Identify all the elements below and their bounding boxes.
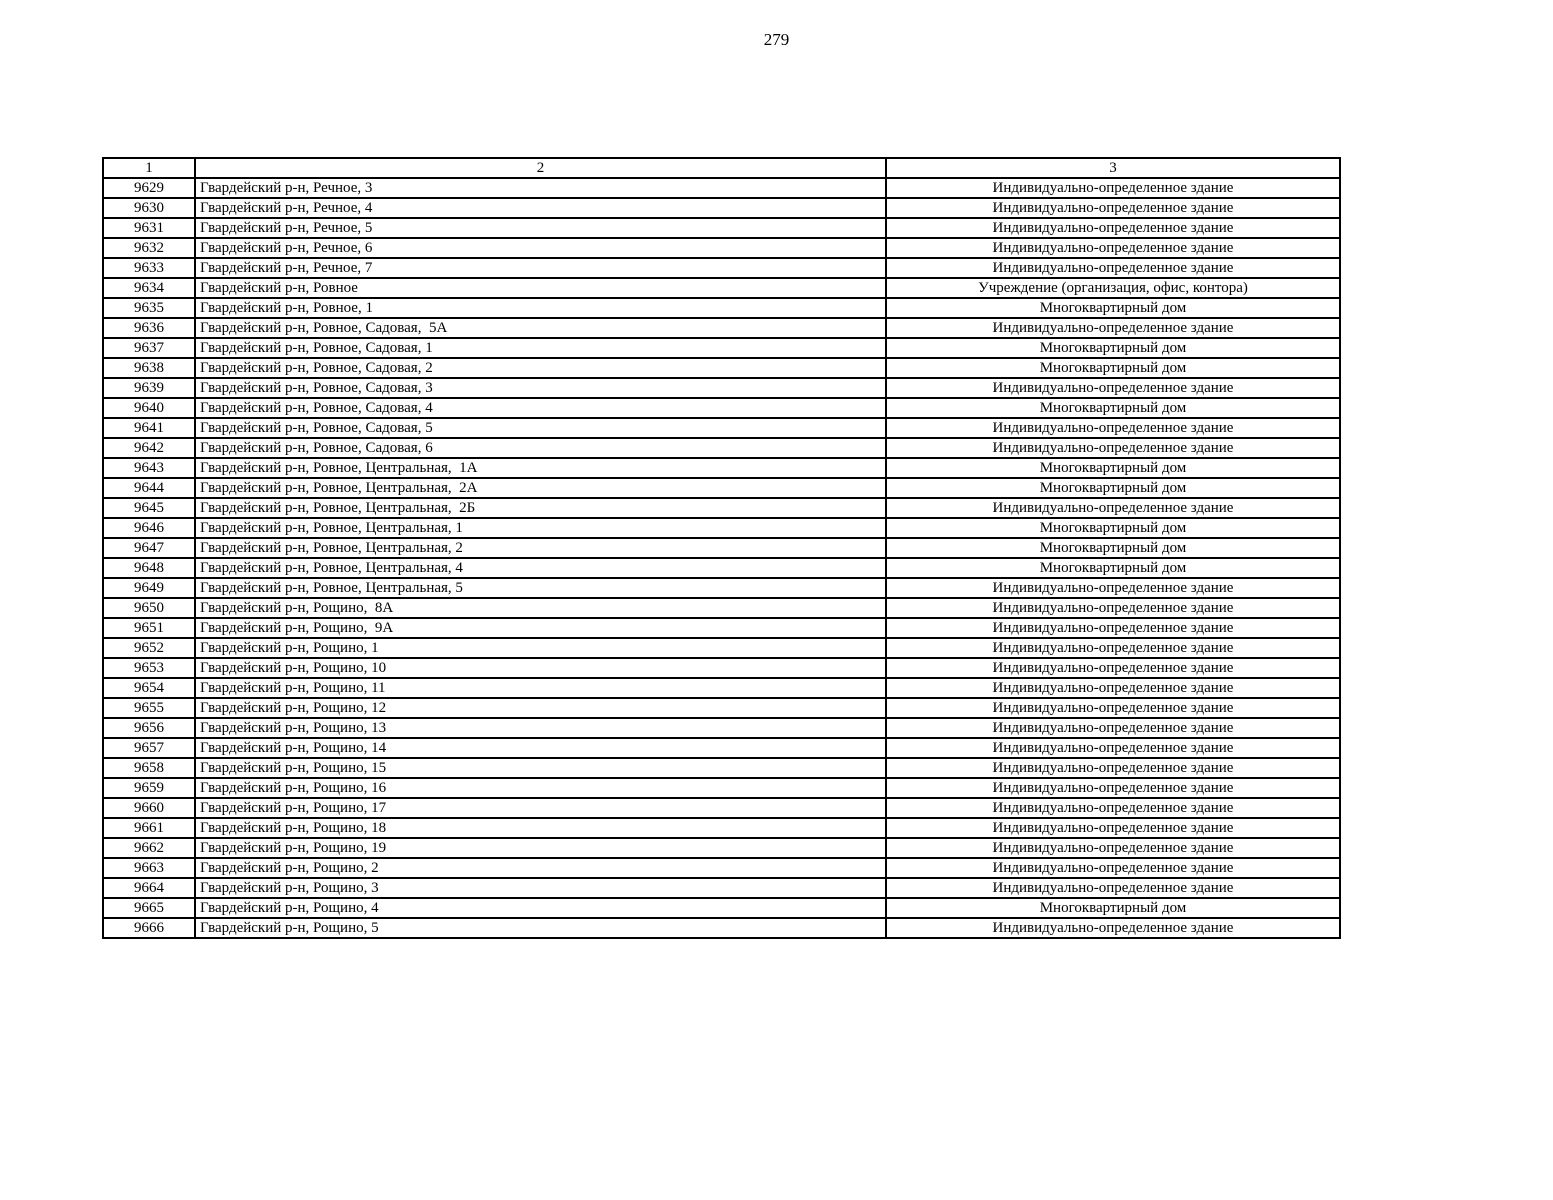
row-number-cell: 9657 xyxy=(103,738,195,758)
address-cell xyxy=(195,338,886,358)
address-text: Гвардейский р-н, Рощино, 10 xyxy=(200,659,387,676)
row-number-cell: 9666 xyxy=(103,918,195,938)
object-type-cell: Многоквартирный дом xyxy=(886,898,1340,918)
address-text: Гвардейский р-н, Ровное, Центральная, 2Б xyxy=(200,499,476,516)
row-number-cell: 9633 xyxy=(103,258,195,278)
address-text: Гвардейский р-н, Ровное, Центральная, 5 xyxy=(200,579,463,596)
address-cell xyxy=(195,518,886,538)
address-text: Гвардейский р-н, Рощино, 4 xyxy=(200,899,379,916)
row-number-cell: 9652 xyxy=(103,638,195,658)
address-cell xyxy=(195,798,886,818)
address-cell xyxy=(195,498,886,518)
object-type-cell: Индивидуально-определенное здание xyxy=(886,878,1340,898)
address-text: Гвардейский р-н, Речное, 3 xyxy=(200,179,373,196)
object-type-cell: Индивидуально-определенное здание xyxy=(886,678,1340,698)
table-row xyxy=(103,418,1340,438)
address-text: Гвардейский р-н, Рощино, 5 xyxy=(200,919,379,936)
object-type-cell: Многоквартирный дом xyxy=(886,518,1340,538)
row-number-cell: 9647 xyxy=(103,538,195,558)
address-cell xyxy=(195,478,886,498)
table-row xyxy=(103,598,1340,618)
table-row xyxy=(103,678,1340,698)
address-cell xyxy=(195,778,886,798)
table-row xyxy=(103,318,1340,338)
row-number-cell: 9635 xyxy=(103,298,195,318)
object-type-cell: Индивидуально-определенное здание xyxy=(886,318,1340,338)
row-number-cell: 9649 xyxy=(103,578,195,598)
address-cell xyxy=(195,378,886,398)
row-number-cell: 9651 xyxy=(103,618,195,638)
address-cell xyxy=(195,678,886,698)
object-type-cell: Индивидуально-определенное здание xyxy=(886,218,1340,238)
object-type-cell: Многоквартирный дом xyxy=(886,298,1340,318)
address-cell xyxy=(195,178,886,198)
address-cell xyxy=(195,758,886,778)
table-row xyxy=(103,878,1340,898)
address-text: Гвардейский р-н, Рощино, 14 xyxy=(200,739,387,756)
address-cell xyxy=(195,238,886,258)
table-row xyxy=(103,618,1340,638)
address-cell xyxy=(195,878,886,898)
address-text: Гвардейский р-н, Ровное, Садовая, 2 xyxy=(200,359,433,376)
address-text: Гвардейский р-н, Ровное xyxy=(200,279,358,296)
address-cell xyxy=(195,418,886,438)
address-text: Гвардейский р-н, Речное, 6 xyxy=(200,239,373,256)
address-text: Гвардейский р-н, Рощино, 16 xyxy=(200,779,387,796)
table-row xyxy=(103,218,1340,238)
address-cell xyxy=(195,278,886,298)
row-number-cell: 9638 xyxy=(103,358,195,378)
object-type-cell: Индивидуально-определенное здание xyxy=(886,918,1340,938)
object-type-cell: Индивидуально-определенное здание xyxy=(886,718,1340,738)
table-row xyxy=(103,198,1340,218)
address-text: Гвардейский р-н, Ровное, Центральная, 1 xyxy=(200,519,463,536)
table-row xyxy=(103,398,1340,418)
address-text: Гвардейский р-н, Ровное, Садовая, 4 xyxy=(200,399,433,416)
row-number-cell: 9654 xyxy=(103,678,195,698)
address-cell xyxy=(195,858,886,878)
table-row xyxy=(103,238,1340,258)
address-text: Гвардейский р-н, Речное, 7 xyxy=(200,259,373,276)
address-cell xyxy=(195,538,886,558)
address-text: Гвардейский р-н, Рощино, 2 xyxy=(200,859,379,876)
object-type-cell: Многоквартирный дом xyxy=(886,458,1340,478)
row-number-cell: 9632 xyxy=(103,238,195,258)
table-row xyxy=(103,438,1340,458)
object-type-cell: Индивидуально-определенное здание xyxy=(886,658,1340,678)
object-type-cell: Индивидуально-определенное здание xyxy=(886,198,1340,218)
address-cell xyxy=(195,198,886,218)
object-type-cell: Индивидуально-определенное здание xyxy=(886,498,1340,518)
row-number-cell: 9656 xyxy=(103,718,195,738)
address-text: Гвардейский р-н, Рощино, 19 xyxy=(200,839,387,856)
column-header-2: 2 xyxy=(195,158,886,178)
row-number-cell: 9653 xyxy=(103,658,195,678)
address-text: Гвардейский р-н, Речное, 5 xyxy=(200,219,373,236)
address-text: Гвардейский р-н, Ровное, Садовая, 6 xyxy=(200,439,433,456)
address-cell xyxy=(195,658,886,678)
object-type-cell: Индивидуально-определенное здание xyxy=(886,578,1340,598)
table-row xyxy=(103,778,1340,798)
table-row xyxy=(103,458,1340,478)
object-type-cell: Учреждение (организация, офис, контора) xyxy=(886,278,1340,298)
address-cell xyxy=(195,718,886,738)
address-text: Гвардейский р-н, Ровное, Садовая, 1 xyxy=(200,339,433,356)
row-number-cell: 9663 xyxy=(103,858,195,878)
address-cell xyxy=(195,918,886,938)
row-number-cell: 9641 xyxy=(103,418,195,438)
address-cell xyxy=(195,318,886,338)
object-type-cell: Индивидуально-определенное здание xyxy=(886,638,1340,658)
table-row xyxy=(103,178,1340,198)
row-number-cell: 9665 xyxy=(103,898,195,918)
address-cell xyxy=(195,358,886,378)
object-type-cell: Индивидуально-определенное здание xyxy=(886,438,1340,458)
object-type-cell: Индивидуально-определенное здание xyxy=(886,598,1340,618)
address-cell xyxy=(195,898,886,918)
table-row xyxy=(103,898,1340,918)
row-number-cell: 9634 xyxy=(103,278,195,298)
row-number-cell: 9636 xyxy=(103,318,195,338)
table-header-row xyxy=(103,158,1340,178)
address-text: Гвардейский р-н, Ровное, Садовая, 3 xyxy=(200,379,433,396)
address-cell xyxy=(195,578,886,598)
row-number-cell: 9644 xyxy=(103,478,195,498)
object-type-cell: Многоквартирный дом xyxy=(886,538,1340,558)
object-type-cell: Индивидуально-определенное здание xyxy=(886,818,1340,838)
row-number-cell: 9631 xyxy=(103,218,195,238)
object-type-cell: Индивидуально-определенное здание xyxy=(886,258,1340,278)
table-row xyxy=(103,258,1340,278)
address-cell xyxy=(195,258,886,278)
address-text: Гвардейский р-н, Рощино, 17 xyxy=(200,799,387,816)
address-text: Гвардейский р-н, Речное, 4 xyxy=(200,199,373,216)
address-text: Гвардейский р-н, Ровное, Центральная, 2 xyxy=(200,539,463,556)
object-type-cell: Многоквартирный дом xyxy=(886,558,1340,578)
row-number-cell: 9650 xyxy=(103,598,195,618)
row-number-cell: 9639 xyxy=(103,378,195,398)
row-number-cell: 9662 xyxy=(103,838,195,858)
table-row xyxy=(103,498,1340,518)
address-text: Гвардейский р-н, Рощино, 1 xyxy=(200,639,379,656)
address-text: Гвардейский р-н, Рощино, 18 xyxy=(200,819,387,836)
address-cell xyxy=(195,618,886,638)
row-number-cell: 9630 xyxy=(103,198,195,218)
table-row xyxy=(103,918,1340,938)
table-row xyxy=(103,818,1340,838)
object-type-cell: Индивидуально-определенное здание xyxy=(886,618,1340,638)
row-number-cell: 9659 xyxy=(103,778,195,798)
table-row xyxy=(103,558,1340,578)
table-row xyxy=(103,538,1340,558)
registry-table xyxy=(102,157,1341,939)
table-row xyxy=(103,858,1340,878)
table-row xyxy=(103,718,1340,738)
table-row xyxy=(103,838,1340,858)
page-number: 279 xyxy=(763,30,790,49)
address-text: Гвардейский р-н, Ровное, Центральная, 4 xyxy=(200,559,463,576)
object-type-cell: Индивидуально-определенное здание xyxy=(886,858,1340,878)
row-number-cell: 9660 xyxy=(103,798,195,818)
table-row xyxy=(103,698,1340,718)
address-text: Гвардейский р-н, Рощино, 15 xyxy=(200,759,387,776)
object-type-cell: Индивидуально-определенное здание xyxy=(886,758,1340,778)
object-type-cell: Многоквартирный дом xyxy=(886,358,1340,378)
address-text: Гвардейский р-н, Рощино, 8А xyxy=(200,599,394,616)
address-cell xyxy=(195,638,886,658)
table-row xyxy=(103,358,1340,378)
address-text: Гвардейский р-н, Ровное, Центральная, 2А xyxy=(200,479,478,496)
row-number-cell: 9645 xyxy=(103,498,195,518)
object-type-cell: Многоквартирный дом xyxy=(886,478,1340,498)
row-number-cell: 9655 xyxy=(103,698,195,718)
object-type-cell: Индивидуально-определенное здание xyxy=(886,798,1340,818)
object-type-cell: Индивидуально-определенное здание xyxy=(886,838,1340,858)
row-number-cell: 9643 xyxy=(103,458,195,478)
object-type-cell: Индивидуально-определенное здание xyxy=(886,378,1340,398)
object-type-cell: Индивидуально-определенное здание xyxy=(886,418,1340,438)
row-number-cell: 9661 xyxy=(103,818,195,838)
table-body xyxy=(103,178,1340,938)
address-cell xyxy=(195,438,886,458)
table-row xyxy=(103,738,1340,758)
table-row xyxy=(103,658,1340,678)
row-number-cell: 9648 xyxy=(103,558,195,578)
table-row xyxy=(103,338,1340,358)
address-text: Гвардейский р-н, Ровное, Садовая, 5 xyxy=(200,419,433,436)
column-header-1: 1 xyxy=(103,158,195,178)
table-row xyxy=(103,758,1340,778)
address-cell xyxy=(195,818,886,838)
table-row xyxy=(103,638,1340,658)
object-type-cell: Индивидуально-определенное здание xyxy=(886,778,1340,798)
address-text: Гвардейский р-н, Рощино, 11 xyxy=(200,679,386,696)
object-type-cell: Многоквартирный дом xyxy=(886,398,1340,418)
table-row xyxy=(103,378,1340,398)
table-row xyxy=(103,518,1340,538)
address-cell xyxy=(195,458,886,478)
address-text: Гвардейский р-н, Ровное, Садовая, 5А xyxy=(200,319,448,336)
table-row xyxy=(103,298,1340,318)
row-number-cell: 9646 xyxy=(103,518,195,538)
table-row xyxy=(103,798,1340,818)
address-cell xyxy=(195,598,886,618)
address-text: Гвардейский р-н, Рощино, 12 xyxy=(200,699,387,716)
row-number-cell: 9637 xyxy=(103,338,195,358)
row-number-cell: 9640 xyxy=(103,398,195,418)
table-row xyxy=(103,578,1340,598)
address-text: Гвардейский р-н, Рощино, 9А xyxy=(200,619,394,636)
table-row xyxy=(103,278,1340,298)
row-number-cell: 9664 xyxy=(103,878,195,898)
address-cell xyxy=(195,738,886,758)
address-text: Гвардейский р-н, Ровное, 1 xyxy=(200,299,373,316)
address-cell xyxy=(195,218,886,238)
row-number-cell: 9658 xyxy=(103,758,195,778)
address-cell xyxy=(195,398,886,418)
object-type-cell: Индивидуально-определенное здание xyxy=(886,738,1340,758)
table-row xyxy=(103,478,1340,498)
address-cell xyxy=(195,838,886,858)
address-cell xyxy=(195,558,886,578)
object-type-cell: Индивидуально-определенное здание xyxy=(886,238,1340,258)
object-type-cell: Индивидуально-определенное здание xyxy=(886,178,1340,198)
address-text: Гвардейский р-н, Ровное, Центральная, 1А xyxy=(200,459,478,476)
row-number-cell: 9642 xyxy=(103,438,195,458)
address-cell xyxy=(195,698,886,718)
row-number-cell: 9629 xyxy=(103,178,195,198)
address-text: Гвардейский р-н, Рощино, 13 xyxy=(200,719,387,736)
object-type-cell: Многоквартирный дом xyxy=(886,338,1340,358)
address-text: Гвардейский р-н, Рощино, 3 xyxy=(200,879,379,896)
column-header-3: 3 xyxy=(886,158,1340,178)
object-type-cell: Индивидуально-определенное здание xyxy=(886,698,1340,718)
address-cell xyxy=(195,298,886,318)
